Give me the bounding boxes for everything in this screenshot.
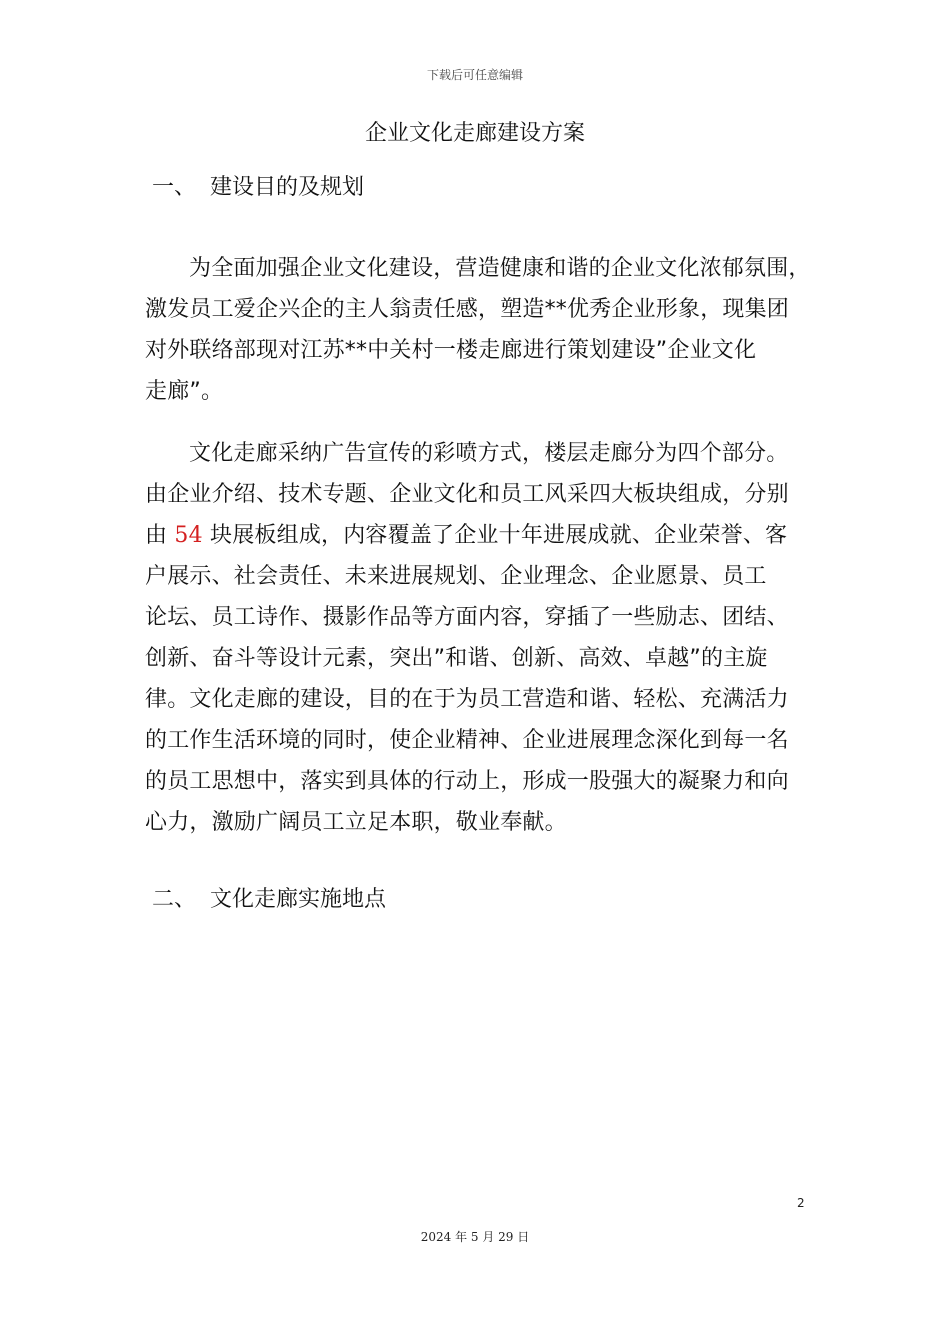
header-note: 下载后可任意编辑 bbox=[426, 68, 523, 82]
paragraph-line: 律。文化走廊的建设，目的在于为员工营造和谐、轻松、充满活力 bbox=[145, 687, 789, 712]
paragraph-line: 由企业介绍、技术专题、企业文化和员工风采四大板块组成，分别 bbox=[145, 482, 789, 507]
section-title-2: 文化走廊实施地点 bbox=[210, 887, 387, 912]
paragraph-line bbox=[145, 515, 810, 556]
paragraph-line: 走廊”。 bbox=[145, 379, 224, 404]
page-number: 2 bbox=[797, 1196, 805, 1210]
highlighted-number: 54 bbox=[174, 523, 203, 548]
line-suffix: 块展板组成，内容覆盖了企业十年进展成就、企业荣誉、客 bbox=[210, 523, 788, 548]
section-number-2: 二、 bbox=[152, 887, 197, 912]
paragraph-line: 心力，激励广阔员工立足本职，敬业奉献。 bbox=[145, 810, 567, 835]
paragraph-line: 论坛、员工诗作、摄影作品等方面内容，穿插了一些励志、团结、 bbox=[145, 605, 789, 630]
paragraph-purpose bbox=[145, 248, 810, 412]
paragraph-line: 户展示、社会责任、未来进展规划、企业理念、企业愿景、员工 bbox=[145, 564, 767, 589]
paragraph-line: 对外联络部现对江苏**中关村一楼走廊进行策划建设”企业文化 bbox=[145, 338, 757, 363]
line-prefix: 由 bbox=[145, 523, 168, 548]
section-heading-2 bbox=[152, 884, 386, 916]
paragraph-line: 文化走廊采纳广告宣传的彩喷方式，楼层走廊分为四个部分。 bbox=[189, 441, 789, 466]
paragraph-line: 激发员工爱企兴企的主人翁责任感，塑造**优秀企业形象，现集团 bbox=[145, 297, 790, 322]
footer-date: 2024 年 5 月 29 日 bbox=[420, 1230, 530, 1244]
paragraph-line: 为全面加强企业文化建设，营造健康和谐的企业文化浓郁氛围， bbox=[189, 256, 811, 281]
paragraph-line: 的工作生活环境的同时，使企业精神、企业进展理念深化到每一名 bbox=[145, 728, 789, 753]
section-title-1: 建设目的及规划 bbox=[210, 175, 365, 200]
document-title: 企业文化走廊建设方案 bbox=[364, 121, 585, 146]
paragraph-plan bbox=[145, 433, 810, 843]
section-heading-1 bbox=[152, 172, 364, 204]
paragraph-line: 的员工思想中，落实到具体的行动上，形成一股强大的凝聚力和向 bbox=[145, 769, 789, 794]
paragraph-line: 创新、奋斗等设计元素，突出”和谐、创新、高效、卓越”的主旋 bbox=[145, 646, 768, 671]
section-number-1: 一、 bbox=[152, 175, 197, 200]
